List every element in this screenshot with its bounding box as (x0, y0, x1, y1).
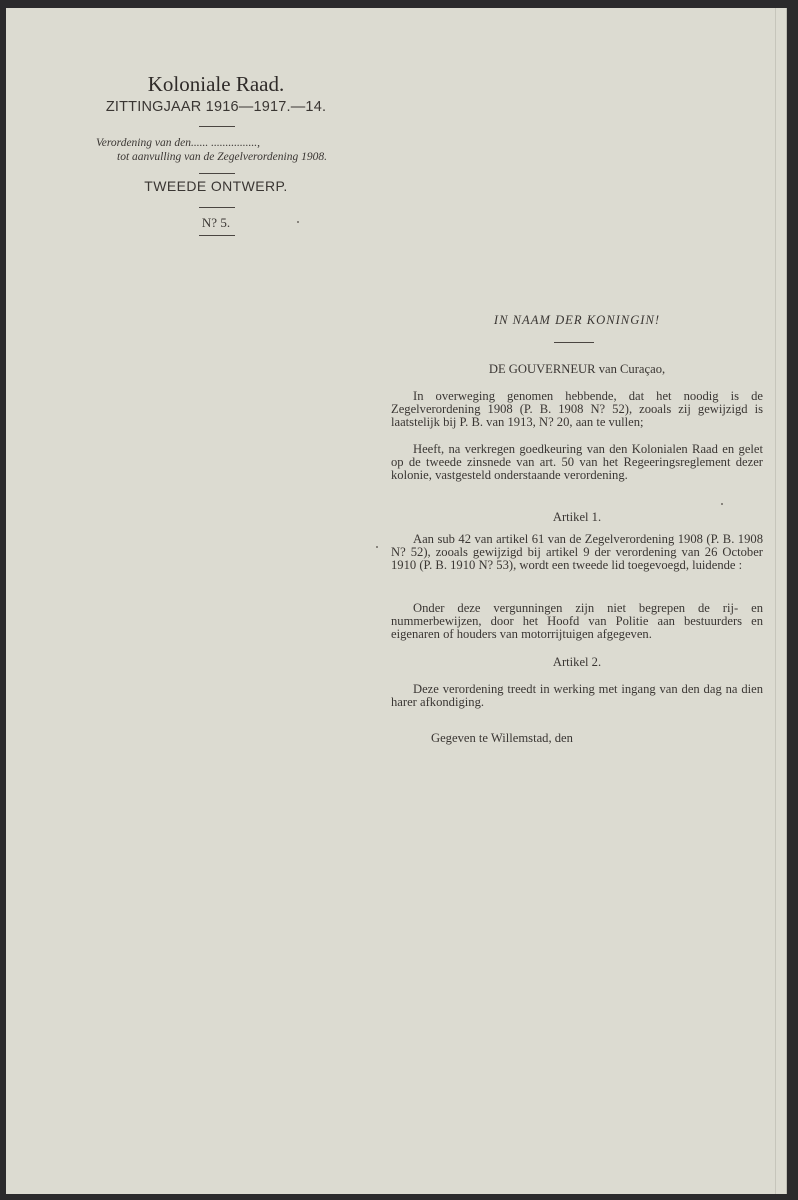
governor-line: DE GOUVERNEUR van Curaçao, (488, 362, 666, 376)
divider (199, 173, 235, 174)
article-1-title: Artikel 1. (552, 510, 602, 524)
document-number: N? 5. (201, 215, 231, 230)
paper-speck (297, 221, 299, 223)
paper-speck (721, 503, 723, 505)
divider (199, 235, 235, 236)
article-2-title: Artikel 2. (552, 655, 602, 669)
draft-label: TWEEDE ONTWERP. (144, 178, 288, 194)
session-year: ZITTINGJAAR 1916—1917.—14. (105, 99, 327, 115)
considering-paragraph: In overweging genomen hebbende, dat het noodig is de Zegelverordening 1908 (P. B. 1908 N? 52), zooals zij gewijzigd is laatstelijk bij P. B. van 1913, N? 20, aan te vullen; (391, 389, 763, 430)
royal-heading: IN NAAM DER KONINGIN! (493, 313, 661, 327)
article-2-text: Deze verordening treedt in werking met ingang van den dag na dien harer afkondiging. (391, 682, 763, 710)
divider (199, 126, 235, 127)
given-at-line: Gegeven te Willemstad, den (431, 731, 573, 745)
article-1-clause: Onder deze vergunningen zijn niet begrepen de rij- en nummerbewijzen, door het Hoofd van Politie aan bestuurders en eigenaren of houders van motorrijtuigen afgegeven. (391, 601, 763, 642)
article-1-text: Aan sub 42 van artikel 61 van de Zegelverordening 1908 (P. B. 1908 N? 52), zooals gewijzigd bij artikel 9 der verordening van 26 October 1910 (P. B. 1910 N? 53), wordt een tweede lid toegevoegd, luidende : (391, 532, 763, 573)
subject-line-1: Verordening van den...... ................, (96, 137, 260, 149)
decree-paragraph: Heeft, na verkregen goedkeuring van den Kolonialen Raad en gelet op de tweede zinsnede van art. 50 van het Regeeringsreglement dezer kolonie, vastgesteld onderstaande verordening. (391, 442, 763, 483)
paper-speck (376, 546, 378, 548)
divider (554, 342, 594, 343)
subject-line-2: tot aanvulling van de Zegelverordening 1908. (117, 151, 327, 163)
document-page (6, 8, 787, 1194)
council-title: Koloniale Raad. (147, 72, 285, 96)
divider (199, 207, 235, 208)
